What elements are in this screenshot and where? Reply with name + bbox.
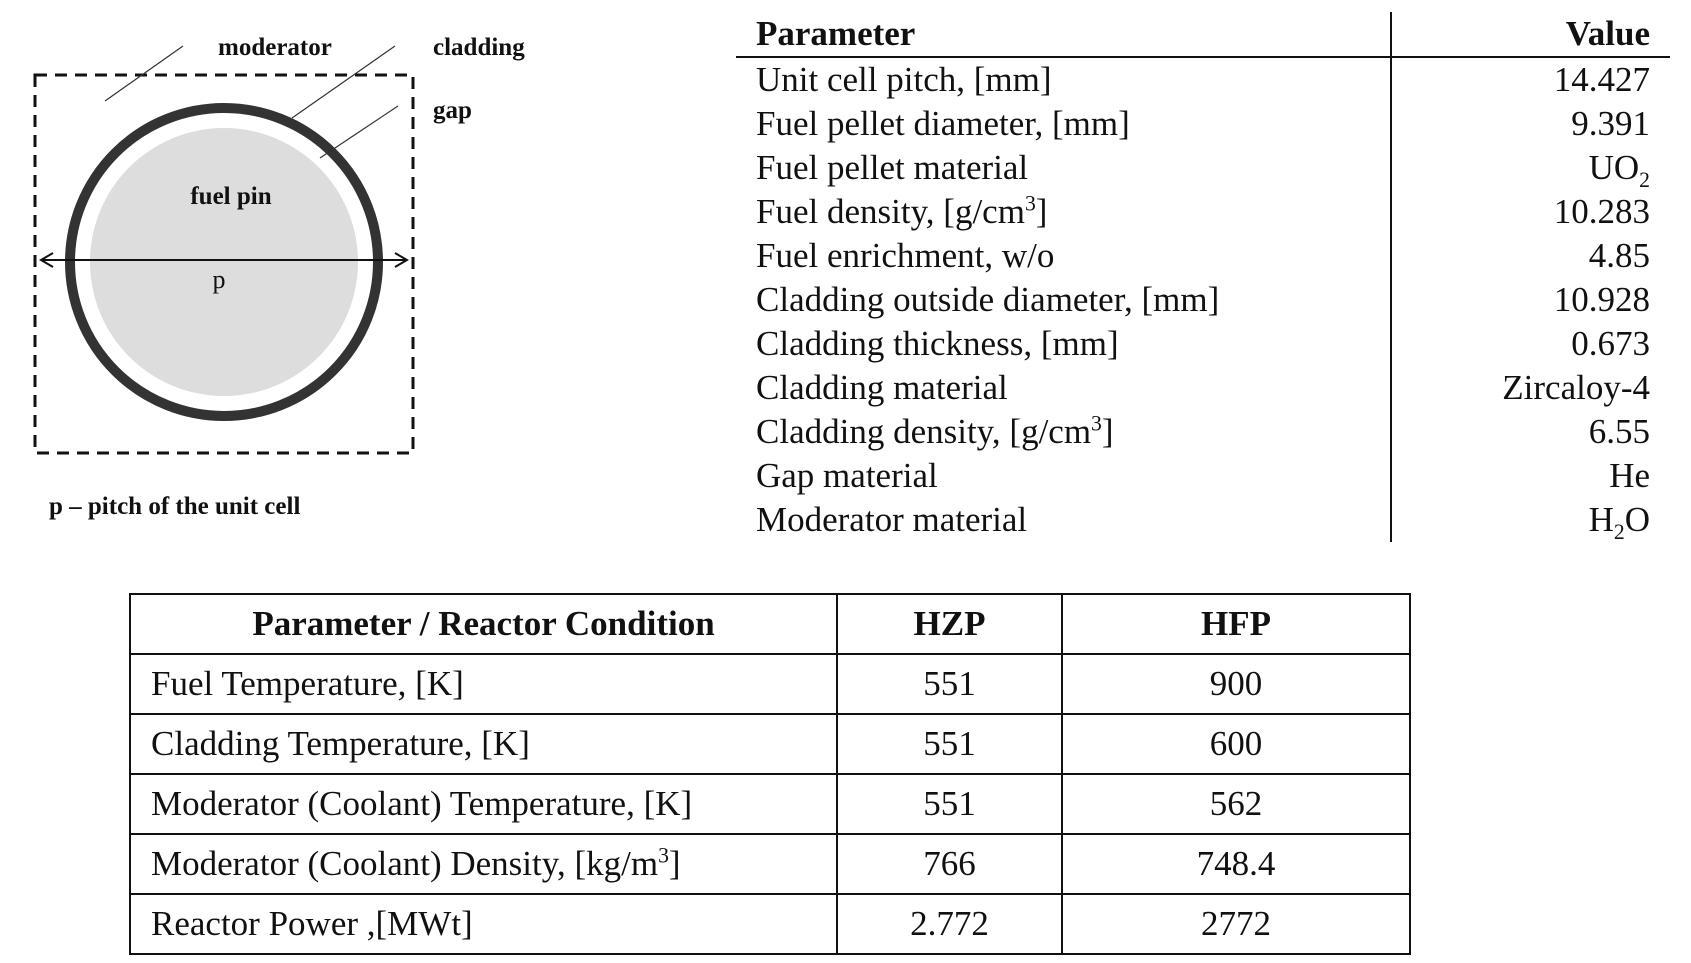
- table-row: [736, 57, 1670, 102]
- table-row: [736, 190, 1670, 234]
- gap-label: gap: [433, 97, 472, 124]
- hfp-cell: 900: [1062, 654, 1410, 714]
- table-row: [736, 278, 1670, 322]
- table-row: [736, 498, 1670, 542]
- parameter-cell: Fuel density, $[g/cm^3]$: [756, 191, 1048, 231]
- condition-parameter-cell: Moderator (Coolant) Temperature, [K]: [130, 774, 837, 834]
- hzp-cell: 551: [837, 654, 1062, 714]
- parameter-cell: Cladding density, $[g/cm^3]$: [756, 411, 1114, 451]
- hfp-cell: 748.4: [1062, 834, 1410, 894]
- table-row: [736, 410, 1670, 454]
- parameter-table-header: [736, 12, 1670, 57]
- parameter-cell: Fuel pellet material: [756, 148, 1029, 187]
- table-row: [130, 654, 1410, 714]
- hzp-header: HZP: [837, 594, 1062, 654]
- pitch-label: p: [212, 265, 226, 294]
- value-cell: 6.55: [1391, 410, 1670, 454]
- parameter-table: [736, 12, 1670, 542]
- value-cell: 4.85: [1391, 234, 1670, 278]
- parameter-cell: Cladding material: [756, 368, 1008, 407]
- table-row: [130, 834, 1410, 894]
- pitch-caption: p – pitch of the unit cell: [49, 493, 301, 520]
- parameter-cell: Cladding outside diameter, [mm]: [756, 280, 1220, 319]
- condition-parameter-cell: Reactor Power ,[MWt]: [130, 894, 837, 954]
- value-cell: $H_2O$: [1391, 498, 1670, 542]
- value-cell: 10.283: [1391, 190, 1670, 234]
- conditions-table-header: [130, 594, 1410, 654]
- value-cell: He: [1391, 454, 1670, 498]
- value-cell: 10.928: [1391, 278, 1670, 322]
- value-cell: 0.673: [1391, 322, 1670, 366]
- parameter-header: Parameter: [736, 12, 1391, 57]
- hfp-cell: 2772: [1062, 894, 1410, 954]
- cladding-label: cladding: [433, 34, 525, 61]
- value-cell: 14.427: [1391, 57, 1670, 102]
- value-cell: 9.391: [1391, 102, 1670, 146]
- fuel-pellet: [90, 128, 358, 396]
- value-header: Value: [1391, 12, 1670, 57]
- condition-parameter-cell: Cladding Temperature, [K]: [130, 714, 837, 774]
- condition-parameter-cell: Moderator (Coolant) Density, $[kg/m^3]$: [130, 834, 837, 894]
- table-row: [130, 774, 1410, 834]
- gap-leader-line: [320, 106, 398, 158]
- value-cell: Zircaloy-4: [1391, 366, 1670, 410]
- value-cell: $UO_2$: [1391, 146, 1670, 190]
- hfp-header: HFP: [1062, 594, 1410, 654]
- table-row: [736, 366, 1670, 410]
- condition-parameter-header: Parameter / Reactor Condition: [130, 594, 837, 654]
- table-row: [736, 454, 1670, 498]
- table-row: [736, 102, 1670, 146]
- parameter-cell: Unit cell pitch, [mm]: [756, 60, 1052, 99]
- unit-cell-diagram: [0, 0, 560, 540]
- parameter-cell: Fuel pellet diameter, [mm]: [756, 104, 1130, 143]
- parameter-cell: Moderator material: [756, 500, 1028, 539]
- hfp-cell: 562: [1062, 774, 1410, 834]
- table-row: [736, 146, 1670, 190]
- hzp-cell: 551: [837, 774, 1062, 834]
- hzp-cell: 551: [837, 714, 1062, 774]
- parameter-cell: Gap material: [756, 456, 938, 495]
- table-row: [736, 234, 1670, 278]
- table-row: [130, 894, 1410, 954]
- moderator-label: moderator: [218, 34, 332, 61]
- parameter-cell: Fuel enrichment, w/o: [756, 236, 1055, 275]
- hfp-cell: 600: [1062, 714, 1410, 774]
- fuel-pin-label: fuel pin: [190, 183, 272, 210]
- parameter-cell: Cladding thickness, [mm]: [756, 324, 1119, 363]
- table-row: [130, 714, 1410, 774]
- reactor-conditions-table: [129, 593, 1411, 955]
- table-row: [736, 322, 1670, 366]
- hzp-cell: 2.772: [837, 894, 1062, 954]
- condition-parameter-cell: Fuel Temperature, [K]: [130, 654, 837, 714]
- hzp-cell: 766: [837, 834, 1062, 894]
